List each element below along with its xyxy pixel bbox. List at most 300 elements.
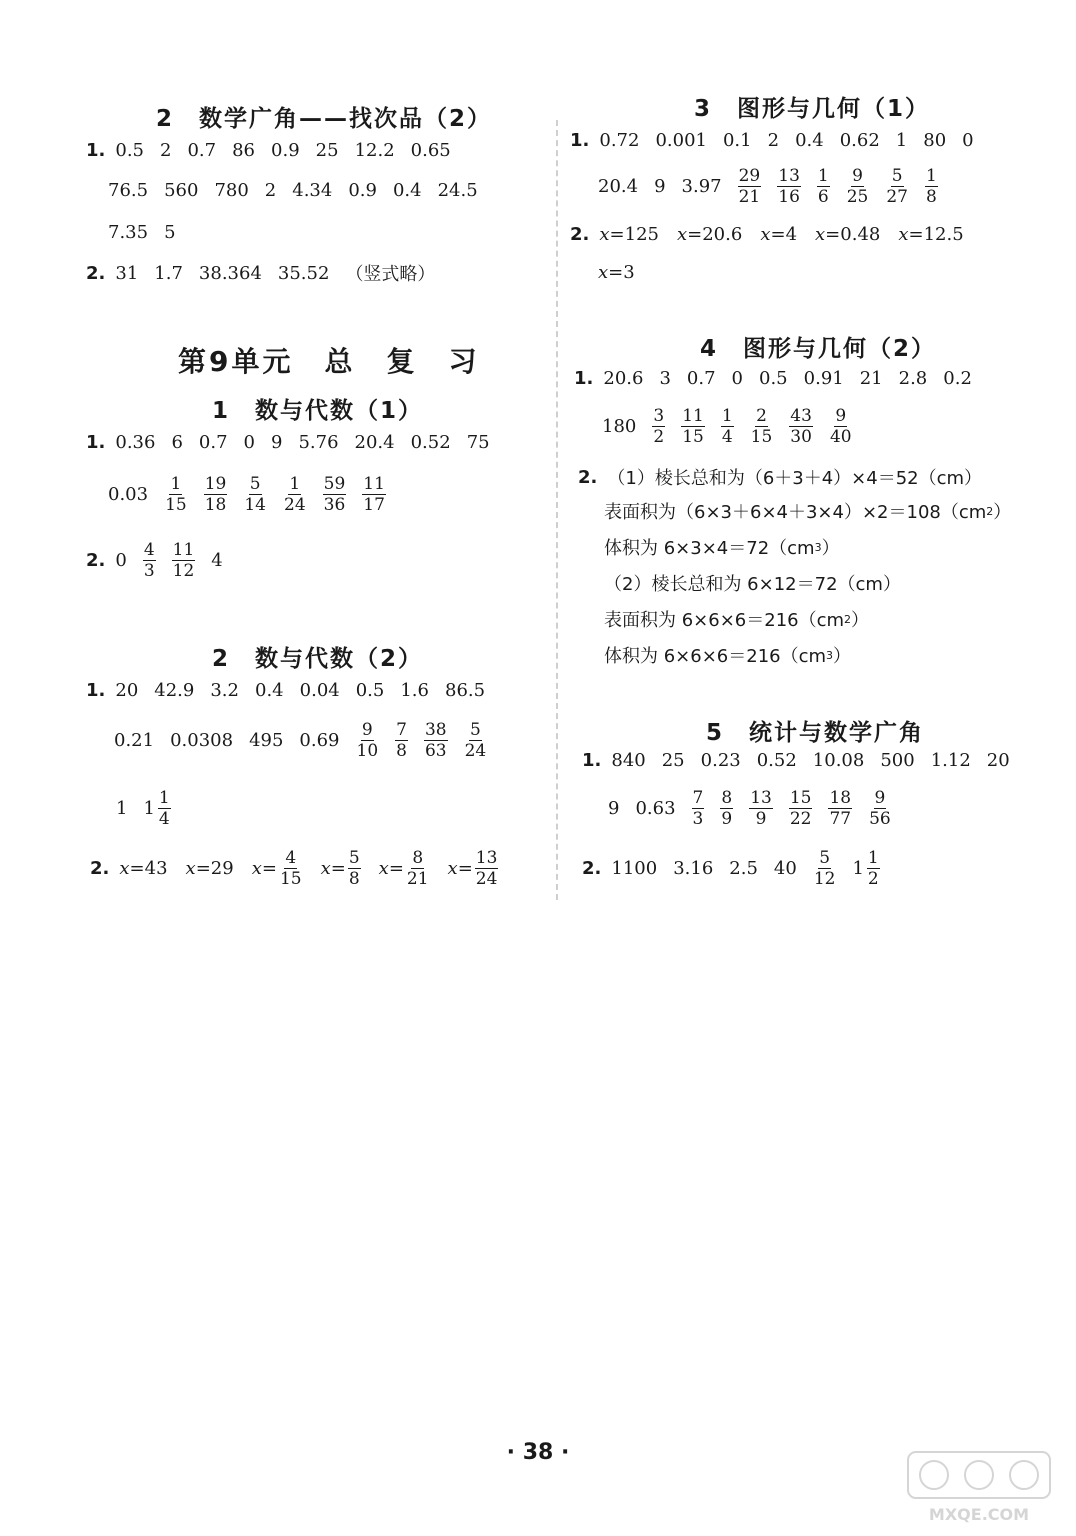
answer-value: 0.36 bbox=[115, 432, 156, 453]
denominator: 14 bbox=[244, 495, 266, 515]
answer-value: 1.7 bbox=[154, 262, 183, 284]
fraction bbox=[867, 848, 880, 889]
answer-value: 0 bbox=[243, 432, 255, 453]
answer-value: 125 bbox=[624, 224, 659, 245]
answer-value: 6 bbox=[171, 432, 183, 453]
answer-line bbox=[570, 224, 982, 245]
close-paren: ） bbox=[851, 610, 870, 631]
answer-value: 86 bbox=[232, 140, 256, 161]
fraction bbox=[868, 788, 892, 829]
equals-sign: = bbox=[330, 858, 346, 879]
answer-value: 560 bbox=[164, 180, 199, 201]
equation bbox=[119, 858, 167, 879]
fraction bbox=[164, 474, 188, 515]
answer-line bbox=[608, 788, 908, 829]
denominator: 36 bbox=[323, 495, 346, 515]
explanation-text: 表面积为（6×3＋6×4＋3×4）×2＝108（cm bbox=[604, 502, 987, 523]
equals-sign: = bbox=[908, 224, 924, 245]
section-title-geometry-1: 3 图形与几何（1） bbox=[694, 96, 931, 122]
numerator: 8 bbox=[721, 788, 733, 808]
explanation-text: 体积为 6×3×4＝72（cm bbox=[604, 538, 815, 559]
fraction bbox=[424, 720, 448, 761]
denominator: 10 bbox=[356, 741, 379, 761]
variable: x bbox=[898, 224, 909, 245]
fraction bbox=[721, 406, 734, 447]
numerator: 1 bbox=[170, 474, 182, 494]
answer-line bbox=[86, 260, 451, 286]
fraction bbox=[143, 540, 156, 581]
answer-value: 5.76 bbox=[298, 432, 339, 453]
equals-sign: = bbox=[195, 858, 211, 879]
answer-value: 180 bbox=[602, 416, 637, 437]
close-paren: ） bbox=[833, 646, 852, 667]
question-number: 1. bbox=[582, 750, 602, 771]
mixed-whole: 1 bbox=[852, 858, 864, 879]
variable: x bbox=[119, 858, 130, 879]
variable: x bbox=[447, 858, 458, 879]
section-title-number-algebra-2: 2 数与代数（2） bbox=[212, 646, 424, 672]
denominator: 2 bbox=[867, 869, 879, 889]
answer-value: 0.4 bbox=[392, 180, 422, 201]
numerator: 43 bbox=[790, 406, 812, 426]
question-number: 1. bbox=[86, 680, 106, 701]
answer-value: 1.6 bbox=[400, 680, 429, 701]
denominator: 3 bbox=[143, 561, 155, 581]
explanation-text: 表面积为 6×6×6＝216（cm bbox=[604, 610, 845, 631]
denominator: 30 bbox=[790, 427, 812, 447]
answer-value: 3 bbox=[659, 368, 671, 389]
denominator: 22 bbox=[789, 809, 812, 829]
answer-line bbox=[602, 406, 869, 447]
numerator: 13 bbox=[778, 166, 800, 186]
page-number: · 38 · bbox=[506, 1440, 570, 1465]
question-number: 1. bbox=[574, 368, 594, 389]
answer-value: 75 bbox=[466, 432, 490, 453]
denominator: 17 bbox=[363, 495, 385, 515]
answer-value: 840 bbox=[611, 750, 646, 771]
denominator: 4 bbox=[721, 427, 733, 447]
answer-value: 2 bbox=[264, 180, 277, 201]
denominator: 18 bbox=[204, 495, 227, 515]
fraction bbox=[464, 720, 488, 761]
denominator: 24 bbox=[284, 495, 306, 515]
superscript: 2 bbox=[986, 504, 994, 518]
answer-value: 24.5 bbox=[437, 180, 478, 201]
close-paren: ） bbox=[993, 502, 1012, 523]
answer-value: 0.63 bbox=[635, 798, 676, 819]
answer-values bbox=[599, 130, 989, 151]
answer-value: 0.7 bbox=[187, 140, 217, 161]
numerator: 9 bbox=[874, 788, 886, 808]
numerator: 1 bbox=[867, 848, 879, 868]
numerator: 19 bbox=[204, 474, 227, 494]
denominator: 12 bbox=[813, 869, 836, 889]
numerator: 11 bbox=[682, 406, 704, 426]
answer-value: 2 bbox=[767, 130, 780, 151]
question-number: 2. bbox=[570, 224, 590, 245]
answer-line bbox=[604, 534, 840, 560]
fraction bbox=[925, 166, 938, 207]
answer-line bbox=[86, 680, 501, 701]
answer-value: 21 bbox=[859, 368, 883, 389]
denominator: 77 bbox=[829, 809, 852, 829]
answer-value: 0.48 bbox=[840, 224, 881, 245]
explanation-text: 体积为 6×6×6＝216（cm bbox=[604, 646, 827, 667]
numerator: 1 bbox=[926, 166, 937, 186]
superscript: 2 bbox=[844, 612, 852, 626]
numerator: 13 bbox=[475, 848, 498, 868]
section-title-geometry-2: 4 图形与几何（2） bbox=[700, 336, 937, 362]
answer-values bbox=[611, 858, 812, 879]
answer-value: 0.9 bbox=[271, 140, 300, 161]
denominator: 4 bbox=[158, 809, 170, 829]
answer-value: 20 bbox=[986, 750, 1010, 771]
numerator: 1 bbox=[158, 788, 170, 808]
denominator: 27 bbox=[886, 187, 908, 207]
variable: x bbox=[676, 224, 688, 245]
answer-value: 31 bbox=[115, 262, 139, 284]
denominator: 16 bbox=[778, 187, 800, 207]
answer-values bbox=[108, 222, 192, 243]
fraction bbox=[789, 788, 813, 829]
denominator: 2 bbox=[653, 427, 665, 447]
denominator: 21 bbox=[406, 869, 429, 889]
answer-value: 2.5 bbox=[729, 858, 758, 879]
answer-line bbox=[582, 750, 1026, 771]
answer-value: 0.0308 bbox=[170, 730, 234, 751]
fraction-list bbox=[356, 720, 504, 761]
unit-title: 第9单元 总 复 习 bbox=[178, 345, 480, 378]
answer-value: 4 bbox=[211, 550, 223, 571]
answer-value: 500 bbox=[880, 750, 915, 771]
fraction bbox=[348, 848, 361, 889]
answer-values bbox=[115, 432, 505, 453]
denominator: 9 bbox=[755, 809, 767, 829]
equation-list bbox=[599, 224, 981, 245]
answer-value: 0.65 bbox=[410, 140, 451, 161]
fraction bbox=[362, 474, 386, 515]
answer-value: 0.7 bbox=[686, 368, 716, 389]
variable: x bbox=[251, 858, 262, 879]
equals-sign: = bbox=[388, 858, 404, 879]
numerator: 5 bbox=[891, 166, 903, 186]
numerator: 5 bbox=[249, 474, 261, 494]
equation bbox=[760, 224, 797, 245]
answer-value: 0.52 bbox=[756, 750, 797, 771]
equals-sign: = bbox=[608, 262, 624, 283]
numerator: 2 bbox=[756, 406, 767, 426]
answer-value: 35.52 bbox=[277, 262, 330, 284]
variable: x bbox=[815, 224, 826, 245]
answer-value: 0.03 bbox=[108, 484, 149, 505]
answer-line bbox=[108, 180, 494, 201]
fraction bbox=[817, 166, 830, 207]
answer-line bbox=[604, 498, 1011, 524]
explanation-text: （1）棱长总和为（6＋3＋4）×4＝52（cm） bbox=[607, 468, 983, 489]
equals-sign: = bbox=[770, 224, 786, 245]
fraction bbox=[846, 166, 870, 207]
answer-value: 25 bbox=[661, 750, 685, 771]
equals-sign: = bbox=[129, 858, 145, 879]
answer-value: 7.35 bbox=[108, 222, 149, 243]
answer-value: 0.69 bbox=[299, 730, 340, 751]
section-title-statistics: 5 统计与数学广角 bbox=[706, 720, 925, 746]
answer-line bbox=[574, 368, 988, 389]
answer-value: 86.5 bbox=[445, 680, 486, 701]
answer-line bbox=[570, 130, 990, 151]
answer-value: 0.2 bbox=[943, 368, 972, 389]
fraction-list bbox=[738, 166, 954, 207]
fraction bbox=[356, 720, 380, 761]
variable: x bbox=[599, 224, 610, 245]
numerator: 9 bbox=[361, 720, 373, 740]
answer-value: 3 bbox=[623, 262, 635, 283]
fraction bbox=[279, 848, 303, 889]
numerator: 8 bbox=[412, 848, 424, 868]
answer-values bbox=[114, 730, 356, 751]
question-number: 1. bbox=[86, 432, 106, 453]
denominator: 24 bbox=[464, 741, 487, 761]
equation bbox=[321, 848, 361, 889]
question-number: 1. bbox=[570, 130, 590, 151]
denominator: 63 bbox=[424, 741, 447, 761]
answer-values bbox=[115, 260, 451, 286]
answer-value: 0 bbox=[731, 368, 743, 389]
answer-value: 9 bbox=[271, 432, 283, 453]
equals-sign: = bbox=[825, 224, 841, 245]
denominator: 15 bbox=[279, 869, 302, 889]
fraction bbox=[652, 406, 665, 447]
answer-value: 12.5 bbox=[923, 224, 964, 245]
fraction-list bbox=[164, 474, 402, 515]
answer-value: （竖式略） bbox=[345, 264, 436, 285]
answer-value: 43 bbox=[144, 858, 168, 879]
mixed-whole: 1 bbox=[143, 798, 155, 819]
watermark-logo bbox=[904, 1448, 1054, 1528]
close-paren: ） bbox=[821, 538, 840, 559]
fraction bbox=[777, 166, 801, 207]
question-number: 2. bbox=[86, 262, 106, 284]
answer-value: 0.7 bbox=[198, 432, 228, 453]
fraction bbox=[828, 788, 852, 829]
mixed-number bbox=[143, 788, 170, 829]
answer-value: 1.12 bbox=[930, 750, 971, 771]
equals-sign: = bbox=[261, 858, 277, 879]
answer-value: 0.001 bbox=[655, 130, 707, 151]
answer-values bbox=[611, 750, 1025, 771]
fraction bbox=[681, 406, 705, 447]
superscript: 3 bbox=[826, 648, 834, 662]
answer-value: 3.97 bbox=[681, 176, 722, 197]
answer-line bbox=[86, 540, 239, 581]
numerator: 1 bbox=[817, 166, 829, 186]
answer-value: 9 bbox=[654, 176, 666, 197]
denominator: 6 bbox=[817, 187, 829, 207]
fraction bbox=[158, 788, 171, 829]
numerator: 7 bbox=[396, 720, 407, 740]
denominator: 9 bbox=[721, 809, 733, 829]
question-number: 1. bbox=[86, 140, 106, 161]
numerator: 1 bbox=[289, 474, 301, 494]
variable: x bbox=[378, 858, 389, 879]
answer-value: 42.9 bbox=[154, 680, 195, 701]
column-divider bbox=[556, 120, 558, 900]
denominator: 21 bbox=[738, 187, 761, 207]
fraction-list bbox=[143, 540, 211, 581]
answer-value: 0.91 bbox=[803, 368, 844, 389]
equals-sign: = bbox=[457, 858, 473, 879]
answer-value: 780 bbox=[214, 180, 249, 201]
explanation-text: （2）棱长总和为 6×12＝72（cm） bbox=[604, 574, 901, 595]
equation bbox=[898, 224, 963, 245]
denominator: 12 bbox=[172, 561, 195, 581]
watermark-text: MXQE.COM bbox=[928, 1505, 1030, 1524]
answer-value: 0.1 bbox=[722, 130, 752, 151]
answer-value: 80 bbox=[923, 130, 947, 151]
fraction-list bbox=[692, 788, 908, 829]
answer-value: 0.72 bbox=[599, 130, 640, 151]
section-title-number-algebra-1: 1 数与代数（1） bbox=[212, 398, 424, 424]
answer-value: 0.5 bbox=[115, 140, 145, 161]
denominator: 25 bbox=[846, 187, 869, 207]
answer-value: 9 bbox=[608, 798, 620, 819]
answer-value: 5 bbox=[164, 222, 176, 243]
answer-value: 40 bbox=[773, 858, 797, 879]
answer-value: 495 bbox=[249, 730, 284, 751]
superscript: 3 bbox=[814, 540, 822, 554]
answer-values bbox=[598, 176, 738, 197]
answer-value: 4.34 bbox=[292, 180, 333, 201]
equation bbox=[815, 224, 880, 245]
fraction bbox=[204, 474, 228, 515]
numerator: 38 bbox=[424, 720, 447, 740]
fraction bbox=[829, 406, 853, 447]
fraction bbox=[243, 474, 267, 515]
answer-line bbox=[598, 262, 635, 283]
answer-value: 2 bbox=[160, 140, 172, 161]
numerator: 9 bbox=[835, 406, 847, 426]
answer-line bbox=[108, 474, 402, 515]
equals-sign: = bbox=[687, 224, 703, 245]
fraction bbox=[692, 788, 705, 829]
answer-line bbox=[578, 464, 982, 490]
answer-values bbox=[608, 798, 692, 819]
answer-value: 10.08 bbox=[812, 750, 865, 771]
numerator: 4 bbox=[143, 540, 155, 560]
fraction bbox=[323, 474, 347, 515]
answer-values bbox=[115, 140, 466, 161]
numerator: 3 bbox=[653, 406, 665, 426]
fraction bbox=[720, 788, 733, 829]
equals-sign: = bbox=[609, 224, 625, 245]
numerator: 15 bbox=[789, 788, 812, 808]
denominator: 40 bbox=[829, 427, 852, 447]
equation bbox=[677, 224, 742, 245]
answer-value: 2.8 bbox=[898, 368, 928, 389]
answer-line bbox=[582, 848, 896, 889]
answer-line bbox=[604, 606, 869, 632]
answer-value: 0.21 bbox=[114, 730, 155, 751]
fraction-list bbox=[652, 406, 868, 447]
fraction bbox=[172, 540, 196, 581]
answer-value: 20.4 bbox=[598, 176, 639, 197]
denominator: 8 bbox=[926, 187, 937, 207]
denominator: 3 bbox=[692, 809, 704, 829]
answer-value: 76.5 bbox=[108, 180, 149, 201]
equation bbox=[599, 224, 659, 245]
answer-line bbox=[86, 432, 506, 453]
answer-value: 12.2 bbox=[354, 140, 395, 161]
numerator: 1 bbox=[721, 406, 733, 426]
answer-value: 0.5 bbox=[759, 368, 788, 389]
fraction bbox=[406, 848, 430, 889]
question-number: 2. bbox=[578, 466, 598, 488]
equation bbox=[448, 848, 499, 889]
fraction bbox=[813, 848, 837, 889]
answer-value: 0.4 bbox=[795, 130, 824, 151]
answer-value: 0 bbox=[962, 130, 974, 151]
answer-value: 3.16 bbox=[673, 858, 714, 879]
answer-value: 20.4 bbox=[354, 432, 395, 453]
answer-line bbox=[604, 642, 851, 668]
numerator: 29 bbox=[738, 166, 761, 186]
denominator: 15 bbox=[682, 427, 704, 447]
answer-value: 38.364 bbox=[198, 262, 262, 284]
fraction bbox=[475, 848, 499, 889]
answer-value: 4 bbox=[785, 224, 798, 245]
variable: x bbox=[185, 858, 196, 879]
numerator: 4 bbox=[285, 848, 297, 868]
answer-value: 0.52 bbox=[410, 432, 451, 453]
answer-value: 25 bbox=[315, 140, 339, 161]
answer-value: 20.6 bbox=[702, 224, 743, 245]
question-number: 2. bbox=[582, 858, 602, 879]
numerator: 9 bbox=[852, 166, 863, 186]
numerator: 11 bbox=[172, 540, 195, 560]
answer-line bbox=[108, 222, 192, 243]
answer-value: 0.4 bbox=[255, 680, 284, 701]
answer-value: 0.9 bbox=[348, 180, 377, 201]
section-title-find-defective: 2 数学广角——找次品（2） bbox=[156, 106, 493, 132]
numerator: 59 bbox=[323, 474, 346, 494]
numerator: 13 bbox=[750, 788, 772, 808]
answer-value: 29 bbox=[210, 858, 234, 879]
numerator: 5 bbox=[470, 720, 481, 740]
answer-values bbox=[115, 680, 501, 701]
variable: x bbox=[320, 858, 331, 879]
answer-value: 1 bbox=[116, 798, 128, 819]
answer-value: 0.23 bbox=[700, 750, 741, 771]
answer-value: 20.6 bbox=[603, 368, 644, 389]
fraction bbox=[283, 474, 307, 515]
answer-value: 1100 bbox=[611, 858, 658, 879]
numerator: 18 bbox=[829, 788, 852, 808]
answer-value: 0.62 bbox=[839, 130, 880, 151]
denominator: 8 bbox=[396, 741, 407, 761]
numerator: 5 bbox=[819, 848, 831, 868]
denominator: 15 bbox=[750, 427, 773, 447]
equation bbox=[186, 858, 234, 879]
denominator: 24 bbox=[475, 869, 498, 889]
answer-line bbox=[598, 166, 954, 207]
fraction bbox=[789, 406, 813, 447]
numerator: 7 bbox=[692, 788, 704, 808]
answer-values bbox=[108, 180, 494, 201]
answer-value: 3.2 bbox=[210, 680, 239, 701]
equation bbox=[379, 848, 430, 889]
denominator: 15 bbox=[165, 495, 187, 515]
answer-value: 0.5 bbox=[355, 680, 385, 701]
